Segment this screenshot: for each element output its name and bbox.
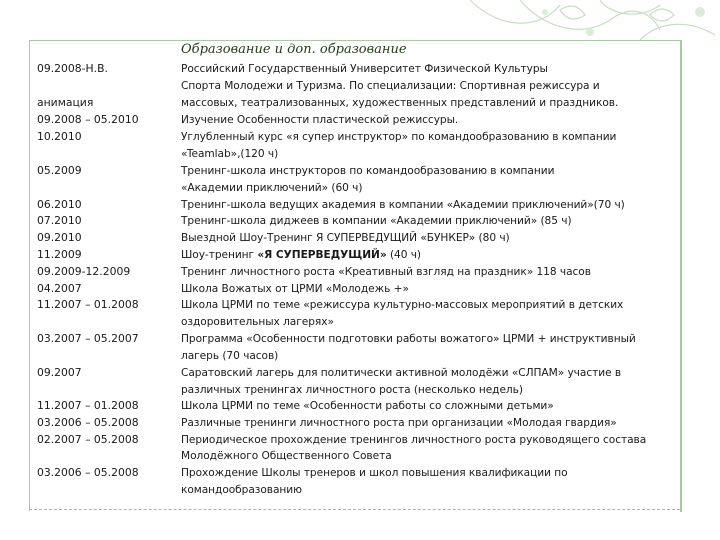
entry-text: Выездной Шоу-Тренинг Я СУПЕРВЕДУЩИЙ «БУНКЕР» (80 ч): [181, 232, 510, 244]
entry-row: [0, 112, 720, 128]
entry-row: [0, 382, 720, 398]
entry-text: Тренинг-школа ведущих академия в компании «Академии приключений»(70 ч): [181, 199, 625, 211]
entry-text: Школа Вожатых от ЦРМИ «Молодежь +»: [181, 283, 409, 295]
entry-date: 10.2010: [37, 130, 82, 143]
entry-row: [0, 448, 720, 464]
entry-row: [0, 348, 720, 364]
entry-row: [0, 163, 720, 179]
entry-text: лагерь (70 часов): [181, 350, 279, 362]
entry-row: [0, 465, 720, 481]
entry-date: 11.2007 – 01.2008: [37, 298, 139, 311]
entry-text-part: Шоу-тренинг: [181, 249, 258, 261]
entry-text: Тренинг-школа инструкторов по командообразованию в компании: [181, 165, 555, 177]
entry-text: командообразованию: [181, 484, 303, 496]
entry-date: 09.2008-Н.В.: [37, 62, 108, 75]
entry-text: Изучение Особенности пластической режиссуры.: [181, 114, 459, 126]
entry-date: 09.2009-12.2009: [37, 265, 131, 278]
entry-text-part: (40 ч): [386, 249, 422, 261]
entry-text: Периодическое прохождение тренингов личностного роста руководящего состава: [181, 434, 647, 446]
entry-row: [0, 432, 720, 448]
entry-row: [0, 61, 720, 77]
entry-date: 09.2010: [37, 231, 82, 244]
entry-row: [0, 331, 720, 347]
entry-date: 03.2007 – 05.2007: [37, 332, 139, 345]
entry-date: 02.2007 – 05.2008: [37, 433, 139, 446]
section-heading: Образование и доп. образование: [181, 42, 407, 57]
entry-text: Российский Государственный Университет Физической Культуры: [181, 63, 548, 75]
entry-text: Тренинг-школа диджеев в компании «Академии приключений» (85 ч): [181, 215, 572, 227]
entry-text: Саратовский лагерь для политически активной молодёжи «СЛПАМ» участие в: [181, 367, 622, 379]
entry-date: 11.2009: [37, 248, 82, 261]
entry-text: Спорта Молодежи и Туризма. По специализации: Спортивная режиссура и: [181, 80, 600, 92]
entry-date: 03.2006 – 05.2008: [37, 466, 139, 479]
entry-row: [0, 398, 720, 414]
entry-text: различных тренингах личностного роста (несколько недель): [181, 384, 523, 396]
entry-row: [0, 314, 720, 330]
entry-row: [0, 95, 720, 111]
entry-text: Программа «Особенности подготовки работы вожатого» ЦРМИ + инструктивный: [181, 333, 636, 345]
entry-text: Различные тренинги личностного роста при организации «Молодая гвардия»: [181, 417, 617, 429]
entry-row: [0, 78, 720, 94]
entry-text: массовых, театрализованных, художественных представлений и праздников.: [181, 97, 619, 109]
entry-text: Тренинг личностного роста «Креативный взгляд на праздник» 118 часов: [181, 266, 591, 278]
entry-date: 11.2007 – 01.2008: [37, 399, 139, 412]
entry-date: 04.2007: [37, 282, 82, 295]
entry-row: [0, 264, 720, 280]
entry-text: Школа ЦРМИ по теме «Особенности работы со сложными детьми»: [181, 400, 554, 412]
entry-text: Молодёжного Общественного Совета: [181, 450, 392, 462]
entry-date: 05.2009: [37, 164, 82, 177]
entry-date: 03.2006 – 05.2008: [37, 416, 139, 429]
entry-date: 09.2007: [37, 366, 82, 379]
entry-text: «Teamlab»,(120 ч): [181, 148, 279, 160]
entry-text: оздоровительных лагерях»: [181, 316, 334, 328]
entry-row: [0, 230, 720, 246]
entry-row: [0, 180, 720, 196]
entry-row: [0, 129, 720, 145]
entry-date: анимация: [37, 96, 94, 109]
entry-row: [0, 281, 720, 297]
entry-row: [0, 415, 720, 431]
entry-text-bold: «Я СУПЕРВЕДУЩИЙ»: [257, 249, 387, 261]
entry-row: [0, 365, 720, 381]
entry-text: Прохождение Школы тренеров и школ повышения квалификации по: [181, 467, 568, 479]
entry-row: [0, 197, 720, 213]
entry-row: [0, 146, 720, 162]
entry-row: [0, 482, 720, 498]
bottom-divider: [29, 509, 680, 510]
entry-date: 09.2008 – 05.2010: [37, 113, 139, 126]
entry-row: [0, 213, 720, 229]
entry-date: 07.2010: [37, 214, 82, 227]
entry-row: [0, 297, 720, 313]
entry-date: 06.2010: [37, 198, 82, 211]
entry-text: Школа ЦРМИ по теме «режиссура культурно-массовых мероприятий в детских: [181, 299, 624, 311]
entry-row: [0, 247, 720, 263]
entry-text: Углубленный курс «я супер инструктор» по командообразованию в компании: [181, 131, 617, 143]
entry-text: [181, 247, 421, 263]
entry-text: «Академии приключений» (60 ч): [181, 182, 363, 194]
